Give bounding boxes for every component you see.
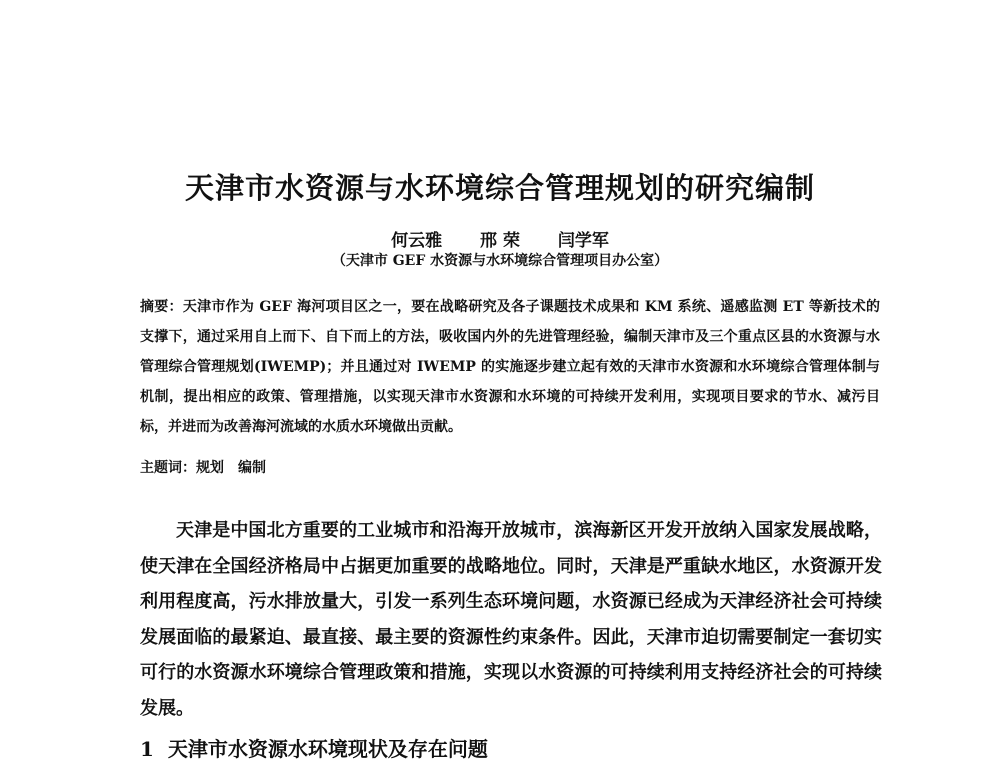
section-heading xyxy=(140,733,882,760)
keywords xyxy=(140,453,880,483)
section-number: 1 xyxy=(140,737,154,760)
author-name: 闫学军 xyxy=(557,231,609,251)
abstract xyxy=(140,292,880,442)
author-list xyxy=(0,226,1000,251)
affiliation: （天津市 GEF 水资源与水环境综合管理项目办公室） xyxy=(331,253,669,269)
keywords-text: 规划 编制 xyxy=(196,460,266,476)
abstract-label: 摘要： xyxy=(140,299,183,315)
author-name: 邢 荣 xyxy=(480,231,520,251)
keywords-label: 主题词： xyxy=(140,460,196,476)
abstract-text: 天津市作为 GEF 海河项目区之一，要在战略研究及各子课题技术成果和 KM 系统、遥感监测 ET 等新技术的支撑下，通过采用自上而下、自下而上的方法，吸收国内外的先进管理经验，编制天津市及三个重点区县的水资源与水管理综合管理规划(IWEMP)；并且通过对 IWEMP 的实施逐步建立起有效的天津市水资源和水环境综合管理体制与机制，提出相应的政策、管理措施，以实现天津市水资源和水环境的可持续开发利用，实现项目要求的节水、减污目标，并进而为改善海河流域的水质水环境做出贡献。 xyxy=(140,299,881,435)
author-name: 何云雅 xyxy=(391,231,443,251)
paper-title: 天津市水资源与水环境综合管理规划的研究编制 xyxy=(184,171,815,205)
section-title: 天津市水资源水环境现状及存在问题 xyxy=(167,737,488,760)
intro-paragraph: 天津是中国北方重要的工业城市和沿海开放城市，滨海新区开发开放纳入国家发展战略，使天津在全国经济格局中占据更加重要的战略地位。同时，天津是严重缺水地区，水资源开发利用程度高，污水排放量大，引发一系列生态环境问题，水资源已经成为天津经济社会可持续发展面临的最紧迫、最直接、最主要的资源性约束条件。因此，天津市迫切需要制定一套切实可行的水资源水环境综合管理政策和措施，实现以水资源的可持续利用支持经济社会的可持续发展。 xyxy=(140,520,882,719)
